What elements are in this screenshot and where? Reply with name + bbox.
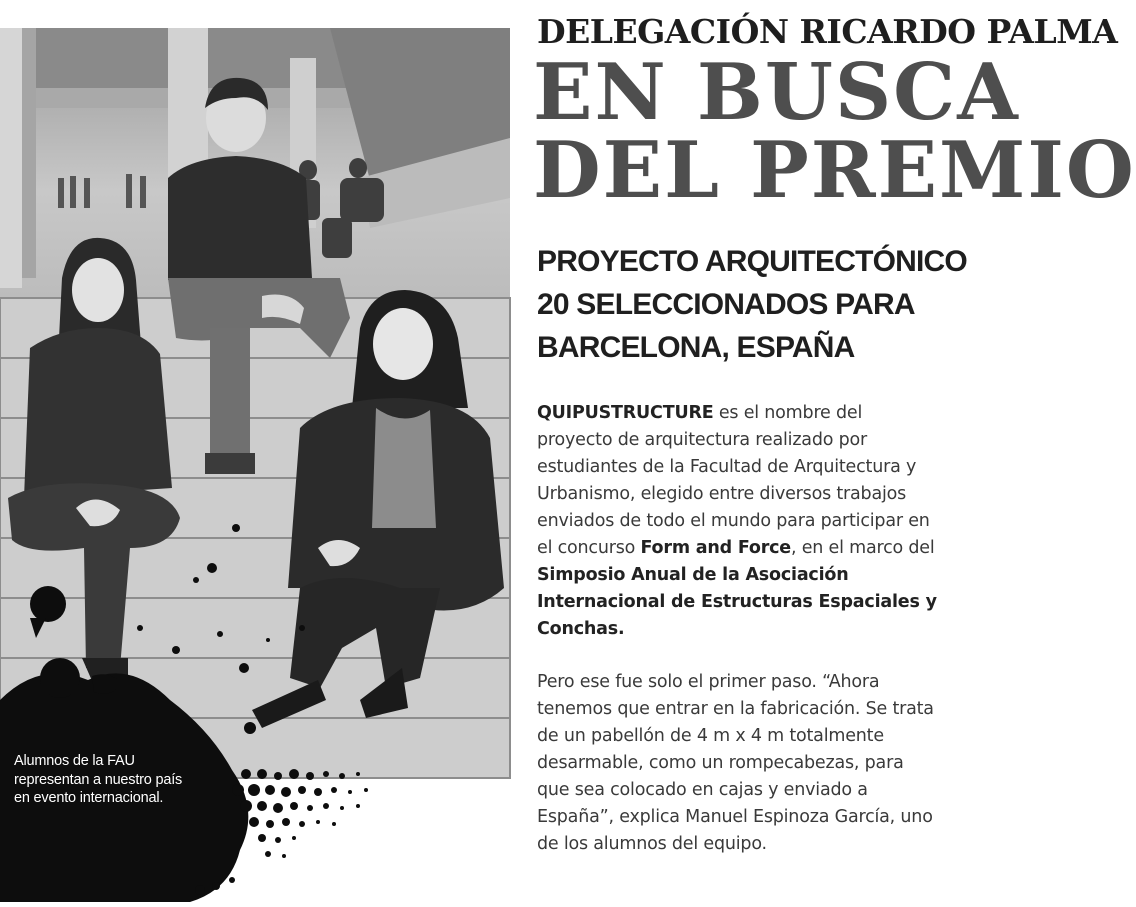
headline-title-line-2: DEL PREMIO — [533, 125, 1136, 216]
body-paragraph-1-text-b: , en el marco del — [790, 538, 935, 558]
subhead-line-2: 20 SELECCIONADOS PARA — [537, 288, 915, 321]
subhead-line-1: PROYECTO ARQUITECTÓNICO — [537, 245, 967, 278]
headline-block — [533, 10, 1136, 216]
body-paragraph-1 — [537, 400, 937, 643]
body-paragraph-2: Pero ese fue solo el primer paso. “Ahora tenemos que entrar en la fabricación. Se trata de un pabellón de 4 m x 4 m totalmente desarmable, como un rompecabezas, para que sea colocado en cajas y enviado a España”, explica Manuel Espinoza García, uno de los alumnos del equipo. — [537, 672, 934, 854]
article-body — [537, 400, 937, 884]
body-paragraph-1-text-a: es el nombre del proyecto de arquitectura realizado por estudiantes de la Facultad de Arquitectura y Urbanismo, elegido entre diversos trabajos enviados de todo el mundo para participar en el concurso — [537, 403, 930, 558]
project-name: QUIPUSTRUCTURE — [537, 403, 714, 423]
subhead-line-3: BARCELONA, ESPAÑA — [537, 331, 855, 364]
headline-title-line-1: EN BUSCA — [533, 47, 1020, 138]
subheadline — [537, 240, 967, 369]
contest-name: Form and Force — [640, 538, 791, 558]
photo-caption: Alumnos de la FAU representan a nuestro país en evento internacional. — [14, 753, 183, 806]
headline-kicker: DELEGACIÓN RICARDO PALMA — [537, 12, 1118, 51]
symposium-name: Simposio Anual de la Asociación Internacional de Estructuras Espaciales y Conchas. — [537, 565, 937, 639]
